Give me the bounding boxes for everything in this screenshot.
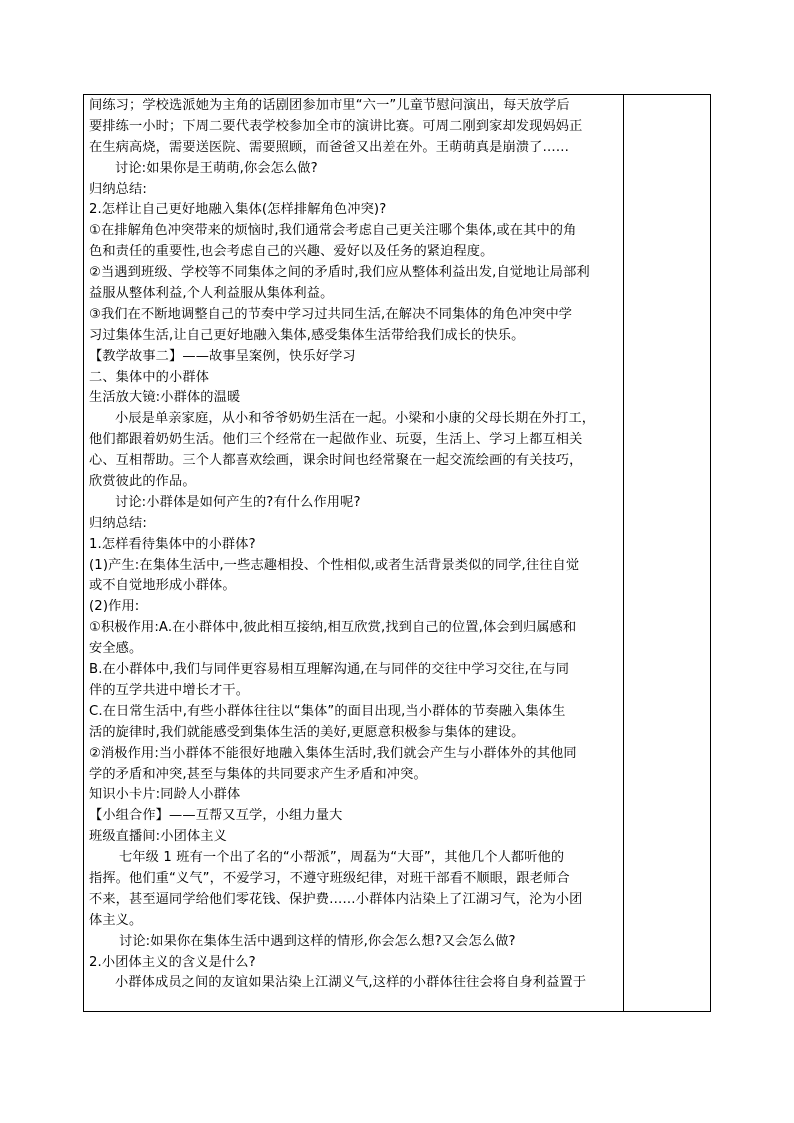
text-line: (2)作用: [89, 599, 140, 615]
text-line: 不来，甚至逼同学给他们零花钱、保护费……小群体内沾染上了江湖习气，沦为小团 [89, 891, 583, 907]
text-line: 小辰是单亲家庭，从小和爷爷奶奶生活在一起。小梁和小康的父母长期在外打工， [115, 411, 596, 427]
text-line: 归纳总结: [89, 181, 147, 197]
text-line: 伴的互学共进中增长才干。 [89, 682, 250, 698]
text-line: B.在小群体中,我们与同伴更容易相互理解沟通,在与同伴的交往中学习交往,在与同 [89, 662, 570, 678]
text-line: 2.怎样让自己更好地融入集体(怎样排解角色冲突)? [89, 202, 387, 218]
text-line: 归纳总结: [89, 515, 147, 531]
text-line: 二、集体中的小群体 [89, 369, 210, 385]
text-line: ③我们在不断地调整自己的节奏中学习过共同生活,在解决不同集体的角色冲突中学 [89, 306, 573, 322]
text-line: 【教学故事二】——故事呈案例，快乐好学习 [89, 348, 356, 364]
text-line: 班级直播间:小团体主义 [89, 829, 227, 845]
text-line: ②消极作用:当小群体不能很好地融入集体生活时,我们就会产生与小群体外的其他同 [89, 745, 577, 761]
text-line: 益服从整体利益,个人利益服从集体利益。 [89, 286, 334, 302]
text-line: 心、互相帮助。三个人都喜欢绘画，课余时间也经常聚在一起交流绘画的有关技巧， [89, 453, 583, 469]
text-line: 欣赏彼此的作品。 [89, 474, 196, 490]
text-line: 间练习；学校选派她为主角的话剧团参加市里“六一”儿童节慰问演出，每天放学后 [89, 98, 570, 113]
text-line: 知识小卡片:同龄人小群体 [89, 787, 241, 803]
lesson-text [89, 96, 619, 994]
text-line: 在生病高烧，需要送医院、需要照顾，而爸爸又出差在外。王萌萌真是崩溃了…… [89, 139, 570, 155]
text-line: 讨论:如果你是王萌萌,你会怎么做? [115, 160, 318, 176]
text-line: 【小组合作】——互帮又互学，小组力量大 [89, 808, 343, 824]
text-line: 小群体成员之间的友谊如果沾染上江湖义气,这样的小群体往往会将自身利益置于 [115, 975, 587, 991]
text-line: 2.小团体主义的含义是什么? [89, 954, 256, 970]
text-line: 习过集体生活,让自己更好地融入集体,感受集体生活带给我们成长的快乐。 [89, 327, 525, 343]
text-line: ①积极作用:A.在小群体中,彼此相互接纳,相互欣赏,找到自己的位置,体会到归属感和 [89, 620, 577, 636]
text-line: 学的矛盾和冲突,甚至与集体的共同要求产生矛盾和冲突。 [89, 766, 427, 782]
text-line: 要排练一小时；下周二要代表学校参加全市的演讲比赛。可周二刚到家却发现妈妈正 [89, 118, 583, 134]
text-line: 生活放大镜:小群体的温暖 [89, 390, 241, 406]
text-line: ①在排解角色冲突带来的烦恼时,我们通常会考虑自己更关注哪个集体,或在其中的角 [89, 223, 577, 239]
text-line: 1.怎样看待集体中的小群体? [89, 536, 256, 552]
text-line: 七年级 1 班有一个出了名的“小帮派”，周磊为“大哥”，其他几个人都听他的 [119, 850, 565, 866]
notes-column-cell [623, 94, 711, 1012]
text-line: 指挥。他们重“义气”，不爱学习，不遵守班级纪律，对班干部看不顺眼，跟老师合 [89, 870, 570, 886]
text-line: 或不自觉地形成小群体。 [89, 578, 236, 594]
text-line: C.在日常生活中,有些小群体往往以“集体”的面目出现,当小群体的节奏融入集体生 [89, 703, 566, 719]
text-line: 安全感。 [89, 641, 143, 657]
text-line: (1)产生:在集体生活中,一些志趣相投、个性相似,或者生活背景类似的同学,往往自觉 [89, 557, 580, 573]
text-line: 讨论:小群体是如何产生的?有什么作用呢? [115, 494, 361, 510]
text-line: ②当遇到班级、学校等不同集体之间的矛盾时,我们应从整体利益出发,自觉地让局部利 [89, 265, 590, 281]
text-line: 活的旋律时,我们就能感受到集体生活的美好,更愿意积极参与集体的建设。 [89, 724, 525, 740]
text-line: 体主义。 [89, 912, 143, 928]
text-line: 他们都跟着奶奶生活。他们三个经常在一起做作业、玩耍，生活上、学习上都互相关 [89, 432, 583, 448]
text-line: 讨论:如果你在集体生活中遇到这样的情形,你会怎么想?又会怎么做? [119, 933, 516, 949]
text-line: 色和责任的重要性,也会考虑自己的兴趣、爱好以及任务的紧迫程度。 [89, 244, 494, 260]
